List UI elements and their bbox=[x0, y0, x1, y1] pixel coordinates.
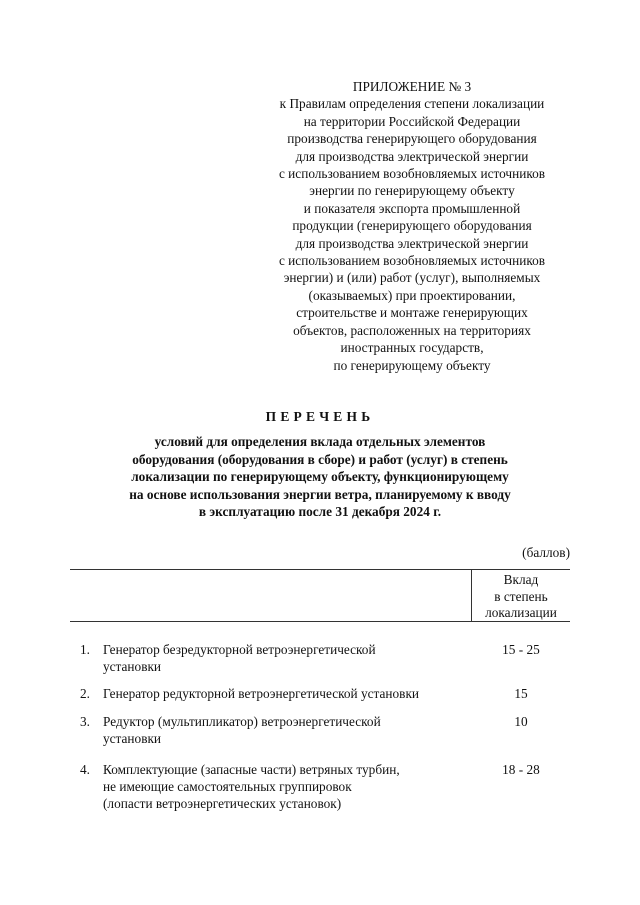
row-name-line: Редуктор (мультипликатор) ветроэнергетической bbox=[103, 714, 381, 729]
subtitle-line: в эксплуатацию после 31 декабря 2024 г. bbox=[198, 504, 442, 520]
appendix-line: иностранных государств, bbox=[340, 340, 484, 356]
appendix-line: (оказываемых) при проектировании, bbox=[308, 287, 516, 303]
document-subtitle bbox=[80, 433, 560, 521]
row-value: 15 bbox=[514, 686, 528, 701]
subtitle-line: условий для определения вклада отдельных элементов bbox=[154, 434, 486, 449]
appendix-header bbox=[252, 78, 572, 374]
subtitle-line: на основе использования энергии ветра, планируемому к вводу bbox=[129, 486, 511, 502]
appendix-title: ПРИЛОЖЕНИЕ № 3 bbox=[352, 79, 472, 94]
appendix-line: энергии) и (или) работ (услуг), выполняемых bbox=[283, 270, 541, 286]
table-top-border bbox=[70, 569, 570, 570]
appendix-line: объектов, расположенных на территориях bbox=[293, 322, 531, 338]
row-name-line: (лопасти ветроэнергетических установок) bbox=[103, 796, 342, 811]
appendix-line: производства генерирующего оборудования bbox=[287, 131, 537, 147]
row-number: 2. bbox=[80, 686, 90, 701]
row-value: 15 - 25 bbox=[502, 642, 540, 657]
row-number: 4. bbox=[80, 762, 90, 777]
row-name-line: Генератор безредукторной ветроэнергетической bbox=[103, 642, 376, 657]
appendix-line: для производства электрической энергии bbox=[295, 235, 529, 251]
row-name-line: Комплектующие (запасные части) ветряных турбин, bbox=[103, 762, 400, 777]
document-title: ПЕРЕЧЕНЬ bbox=[265, 409, 375, 424]
column-header-line: в степень bbox=[494, 588, 548, 604]
row-name-line: установки bbox=[103, 731, 162, 746]
row-value: 10 bbox=[514, 714, 528, 729]
subtitle-line: оборудования (оборудования в сборе) и работ (услуг) в степень bbox=[132, 451, 508, 467]
appendix-line: на территории Российской Федерации bbox=[303, 113, 521, 129]
appendix-line: к Правилам определения степени локализации bbox=[279, 96, 545, 112]
row-value: 18 - 28 bbox=[502, 762, 540, 777]
appendix-line: с использованием возобновляемых источников bbox=[278, 166, 546, 182]
column-header-line: локализации bbox=[485, 605, 557, 621]
row-name-line: не имеющие самостоятельных группировок bbox=[103, 779, 352, 794]
appendix-line: энергии по генерирующему объекту bbox=[309, 183, 515, 199]
row-name bbox=[103, 761, 463, 812]
column-header-contribution bbox=[472, 572, 570, 622]
column-header-line: Вклад bbox=[503, 572, 539, 587]
row-name-line: Генератор редукторной ветроэнергетической установки bbox=[103, 686, 420, 701]
units-note: (баллов) bbox=[522, 545, 570, 560]
appendix-line: по генерирующему объекту bbox=[333, 357, 491, 373]
appendix-line: продукции (генерирующего оборудования bbox=[292, 218, 532, 234]
appendix-line: с использованием возобновляемых источников bbox=[278, 253, 546, 269]
row-name bbox=[103, 685, 463, 702]
row-name bbox=[103, 713, 463, 747]
row-name-line: установки bbox=[103, 659, 162, 674]
appendix-line: строительстве и монтаже генерирующих bbox=[296, 305, 528, 321]
appendix-line: и показателя экспорта промышленной bbox=[303, 200, 521, 216]
row-number: 3. bbox=[80, 714, 90, 729]
row-name bbox=[103, 641, 463, 675]
appendix-line: для производства электрической энергии bbox=[295, 148, 529, 164]
subtitle-line: локализации по генерирующему объекту, функционирующему bbox=[131, 469, 509, 485]
row-number: 1. bbox=[80, 642, 90, 657]
